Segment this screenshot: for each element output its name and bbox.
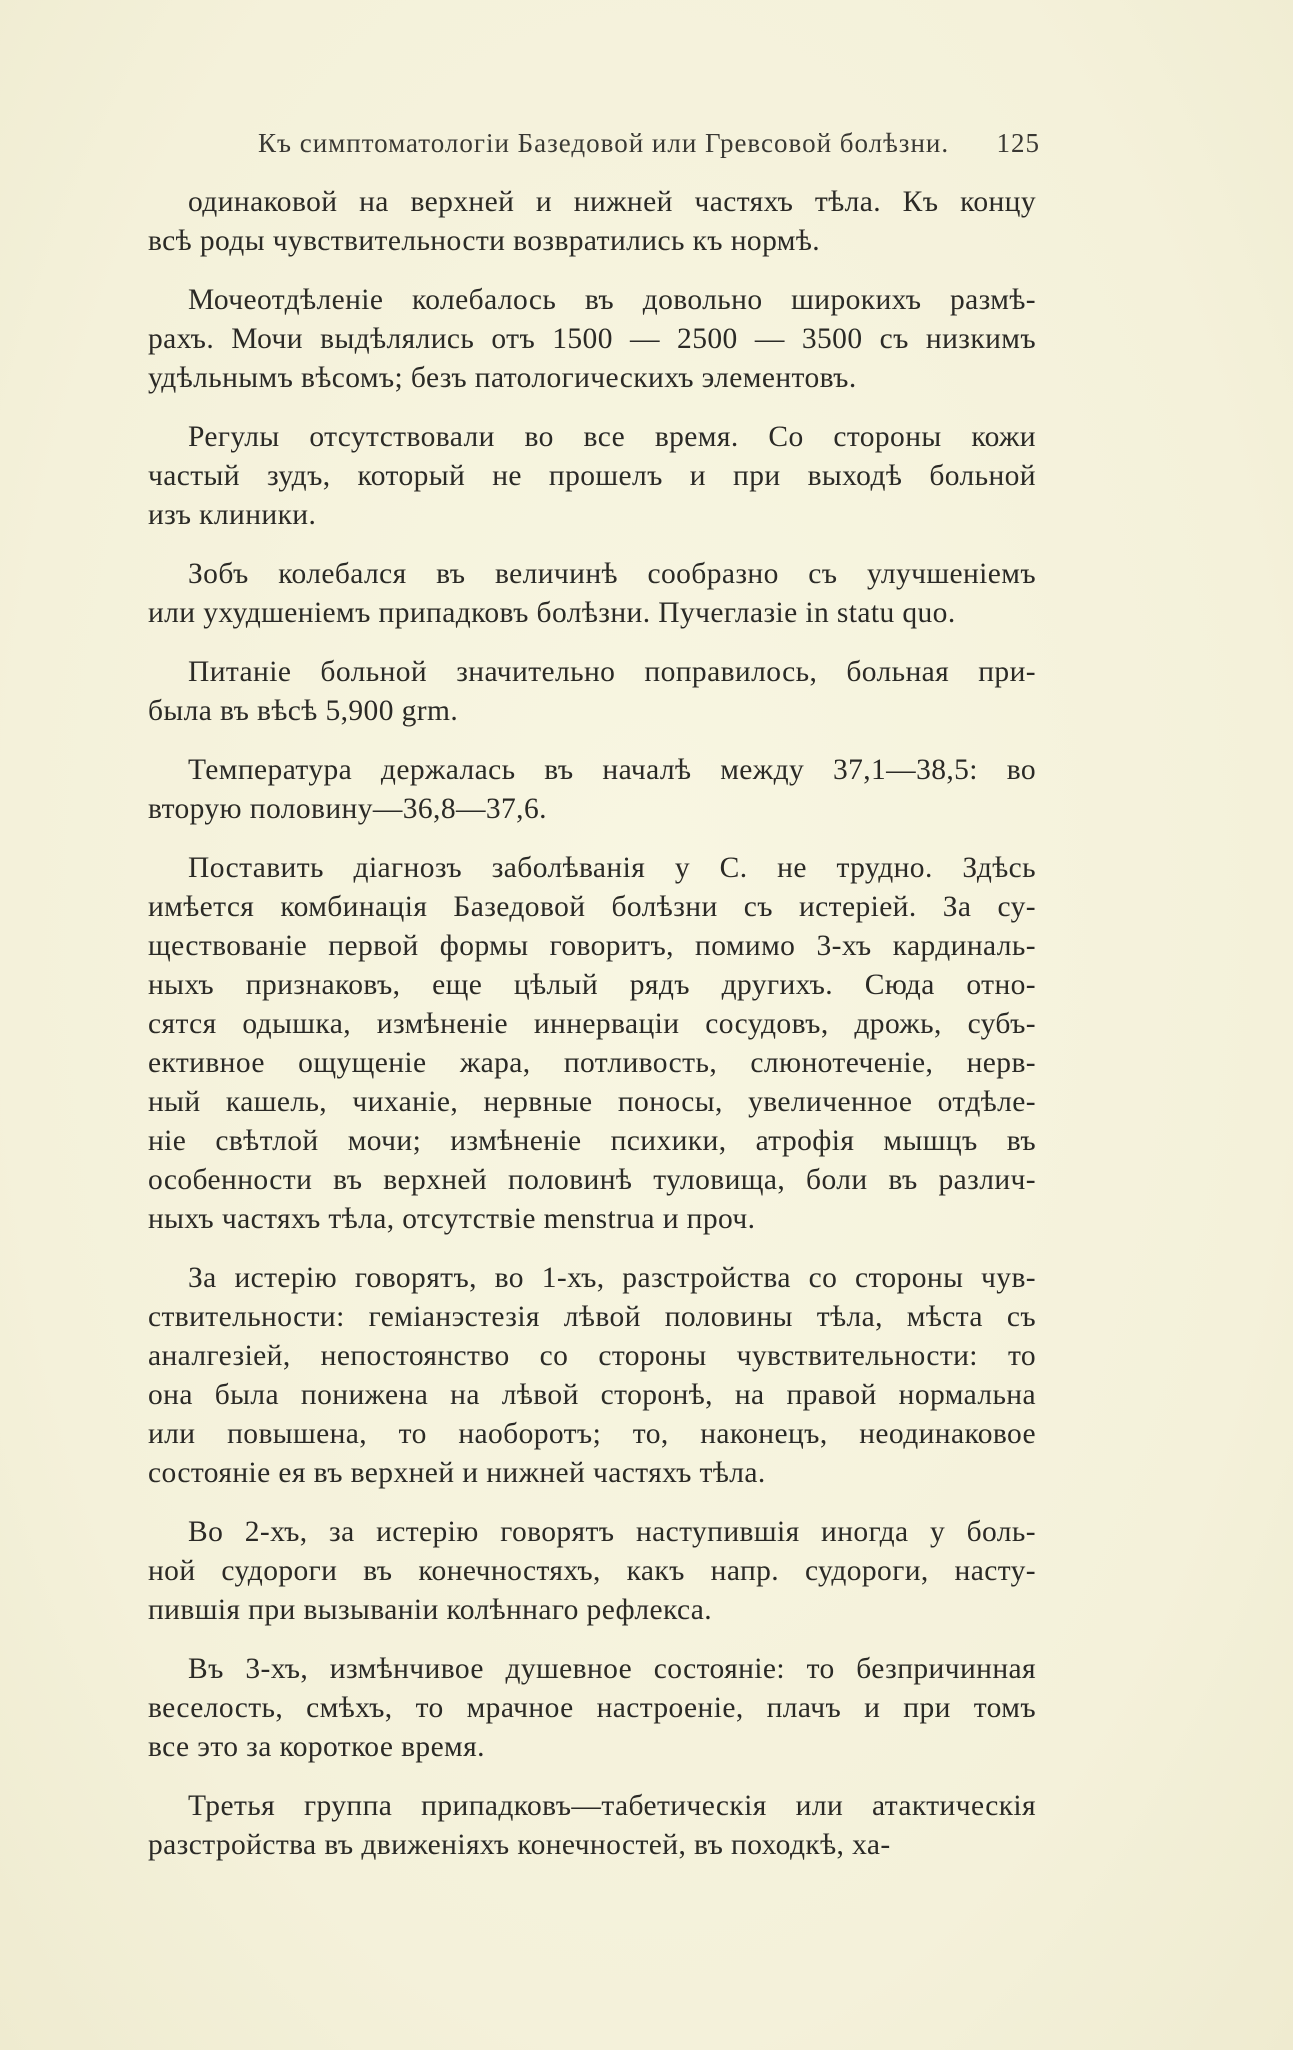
text-line: разстройства въ движеніяхъ конечностей, въ походкѣ, ха-	[148, 1829, 891, 1861]
text-line: ной судороги въ конечностяхъ, какъ напр. судороги, насту-	[148, 1555, 1036, 1587]
text-line: или ухудшеніемъ припадковъ болѣзни. Пучеглазіе in statu quo.	[148, 597, 956, 629]
paragraph	[148, 1787, 1036, 1865]
paragraph	[148, 183, 1036, 261]
text-line: ныхъ частяхъ тѣла, отсутствіе menstrua и проч.	[148, 1203, 756, 1235]
running-head-title: Къ симптоматологіи Базедовой или Гревсовой болѣзни.	[258, 128, 950, 158]
paragraph	[148, 281, 1036, 398]
paragraph	[148, 1513, 1036, 1630]
text-line: ныхъ признаковъ, еще цѣлый рядъ другихъ. Сюда отно-	[148, 969, 1036, 1001]
text-line: ніе свѣтлой мочи; измѣненіе психики, атрофія мышцъ въ	[148, 1125, 1036, 1157]
text-line: или повышена, то наоборотъ; то, наконецъ, неодинаковое	[148, 1418, 1036, 1450]
text-line: всѣ роды чувствительности возвратились къ нормѣ.	[148, 225, 821, 257]
text-line: Поставить діагнозъ заболѣванія у С. не трудно. Здѣсь	[188, 852, 1036, 884]
paragraph	[148, 751, 1036, 829]
text-line: все это за короткое время.	[148, 1731, 485, 1763]
text-line: она была понижена на лѣвой сторонѣ, на правой нормальна	[148, 1379, 1036, 1411]
text-line: За истерію говорятъ, во 1-хъ, разстройства со стороны чув-	[188, 1262, 1036, 1294]
text-line: удѣльнымъ вѣсомъ; безъ патологическихъ элементовъ.	[148, 362, 857, 394]
text-line: Мочеотдѣленіе колебалось въ довольно широкихъ размѣ-	[188, 284, 1036, 316]
text-line: ективное ощущеніе жара, потливость, слюнотеченіе, нерв-	[148, 1047, 1036, 1079]
text-line: Въ 3-хъ, измѣнчивое душевное состояніе: то безпричинная	[188, 1653, 1036, 1685]
text-line: ный кашель, чиханіе, нервные поносы, увеличенное отдѣле-	[148, 1086, 1036, 1118]
text-line: вторую половину—36,8—37,6.	[148, 793, 547, 825]
text-line: Питаніе больной значительно поправилось, больная при-	[188, 656, 1036, 688]
running-head	[258, 128, 1048, 168]
text-line: Третья группа припадковъ—табетическія или атактическія	[188, 1790, 1036, 1822]
paragraph	[148, 1650, 1036, 1767]
text-line: частый зудъ, который не прошелъ и при выходѣ больной	[148, 460, 1036, 492]
text-line: Зобъ колебался въ величинѣ сообразно съ улучшеніемъ	[188, 558, 1036, 590]
text-line: веселость, смѣхъ, то мрачное настроеніе, плачъ и при томъ	[148, 1692, 1036, 1724]
text-line: пившія при вызываніи колѣннаго рефлекса.	[148, 1594, 713, 1626]
text-line: ществованіе первой формы говоритъ, помимо 3-хъ кардиналь-	[148, 930, 1036, 962]
text-line: особенности въ верхней половинѣ туловища, боли въ различ-	[148, 1164, 1036, 1196]
paragraph	[148, 653, 1036, 731]
text-line: имѣется комбинація Базедовой болѣзни съ истеріей. За су-	[148, 891, 1036, 923]
text-line: сятся одышка, измѣненіе иннерваціи сосудовъ, дрожь, субъ-	[148, 1008, 1036, 1040]
body-text	[148, 183, 1036, 1885]
text-line: состояніе ея въ верхней и нижней частяхъ тѣла.	[148, 1457, 766, 1489]
text-line: ствительности: геміанэстезія лѣвой половины тѣла, мѣста съ	[148, 1301, 1036, 1333]
paragraph	[148, 1259, 1036, 1493]
page-number: 125	[996, 128, 1040, 158]
text-line: рахъ. Мочи выдѣлялись отъ 1500 — 2500 — 3500 съ низкимъ	[148, 323, 1036, 355]
text-line: изъ клиники.	[148, 499, 317, 531]
text-line: была въ вѣсѣ 5,900 grm.	[148, 695, 459, 727]
paragraph	[148, 418, 1036, 535]
paragraph	[148, 555, 1036, 633]
paragraph	[148, 849, 1036, 1239]
text-line: аналгезіей, непостоянство со стороны чувствительности: то	[148, 1340, 1036, 1372]
text-line: Регулы отсутствовали во все время. Со стороны кожи	[188, 421, 1036, 453]
text-line: Температура держалась въ началѣ между 37,1—38,5: во	[188, 754, 1036, 786]
text-line: Во 2-хъ, за истерію говорятъ наступившія иногда у боль-	[188, 1516, 1036, 1548]
text-line: одинаковой на верхней и нижней частяхъ тѣла. Къ концу	[188, 186, 1036, 218]
